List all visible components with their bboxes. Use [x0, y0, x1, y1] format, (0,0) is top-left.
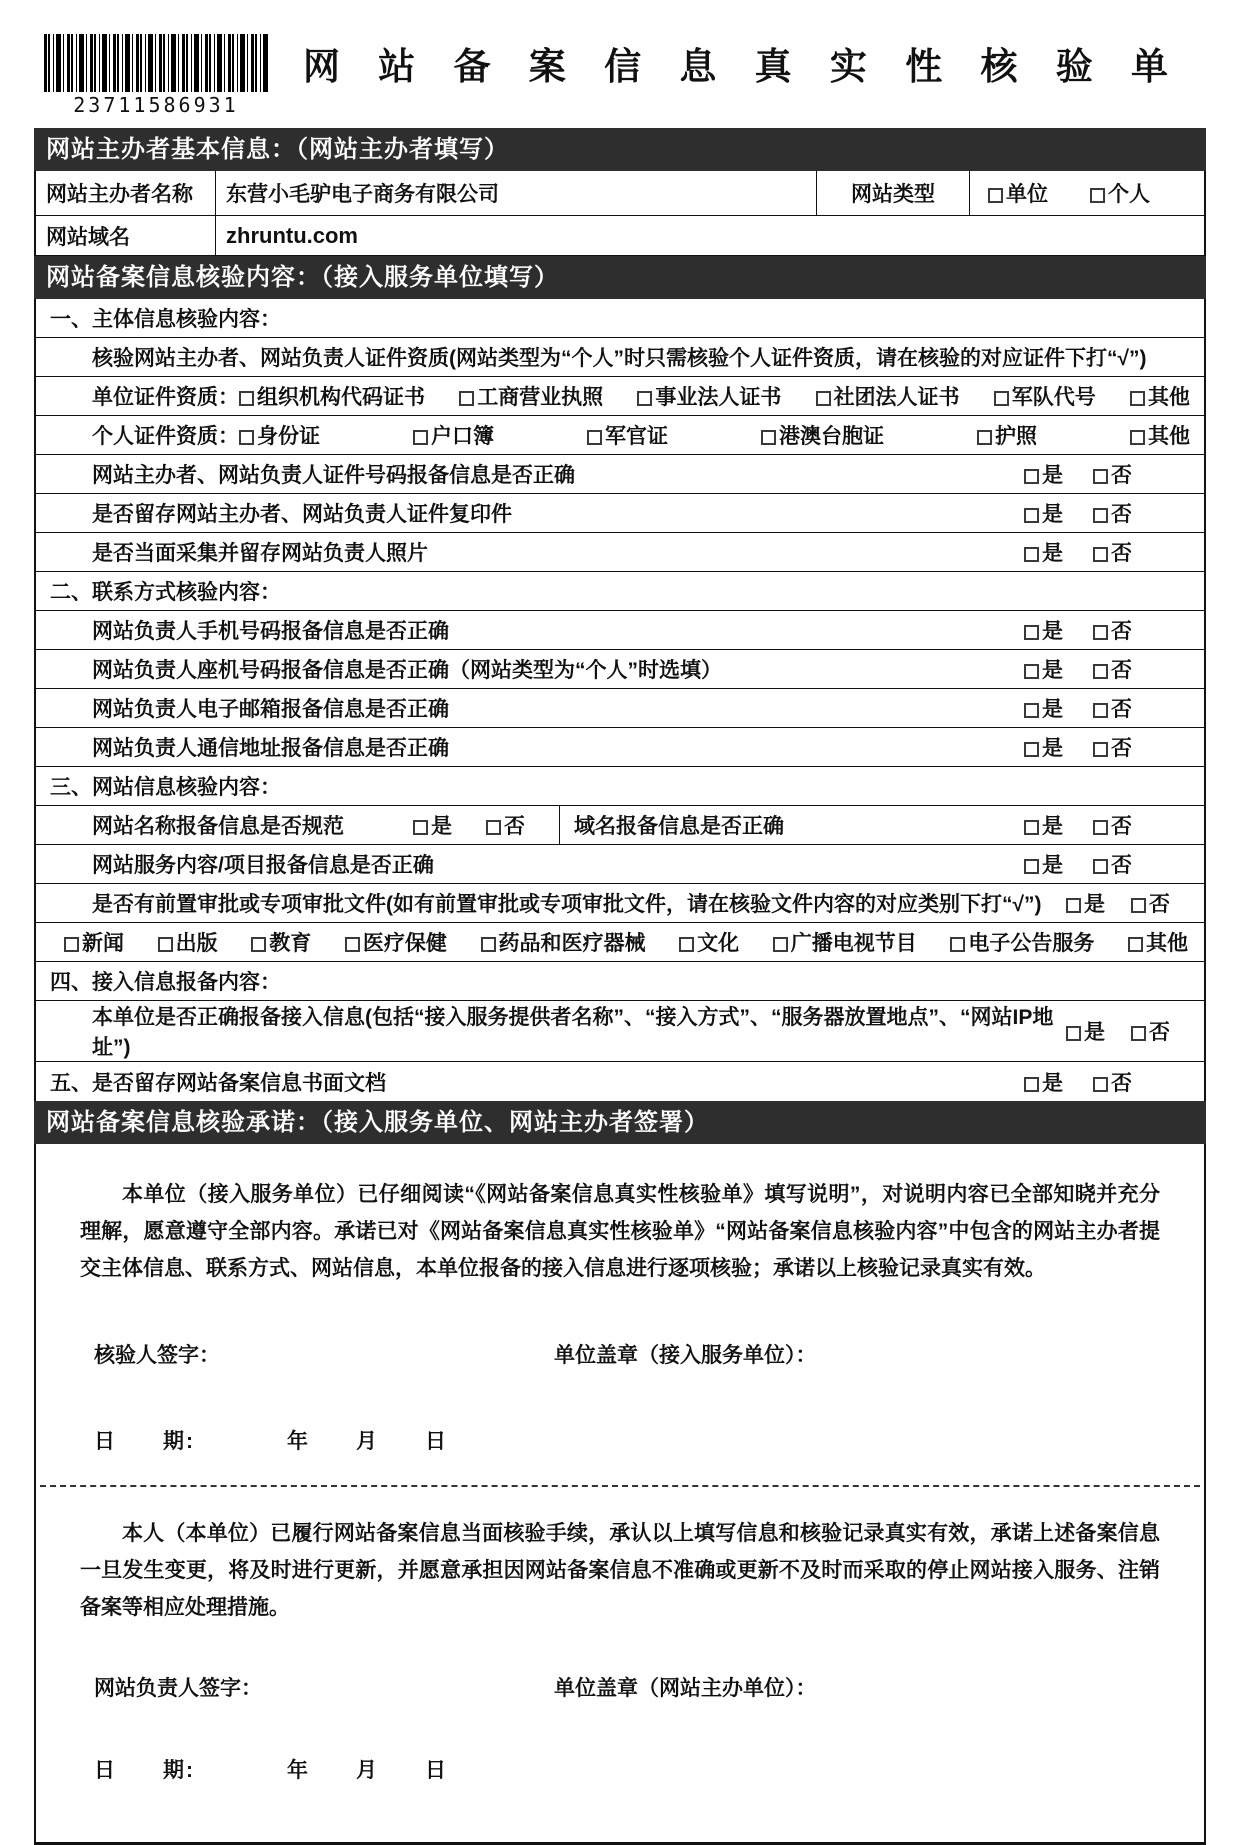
- question-text: 五、是否留存网站备案信息书面文档: [50, 1071, 386, 1095]
- checkbox-icon[interactable]: [1024, 625, 1039, 640]
- heading-text: 二、联系方式核验内容：: [50, 581, 281, 604]
- checklist-heading-row: [36, 962, 1204, 1001]
- checkbox-icon[interactable]: [1024, 742, 1039, 757]
- question-text: 网站负责人通信地址报备信息是否正确: [92, 737, 449, 760]
- checkbox-icon[interactable]: [816, 391, 831, 406]
- promise-section: [34, 1144, 1206, 1845]
- checklist-table: [34, 299, 1206, 1101]
- checkbox-no[interactable]: 否: [1093, 1067, 1132, 1097]
- checkbox-yes[interactable]: 是: [413, 810, 452, 840]
- checkbox-no[interactable]: 否: [1093, 537, 1132, 567]
- checklist-inline-yesno-row: [36, 1001, 1204, 1062]
- checklist-heading-yesno-row: [36, 1062, 1204, 1101]
- yes-no-group: [1024, 810, 1172, 840]
- checkbox-yes[interactable]: 是: [1024, 459, 1063, 489]
- checkbox-icon[interactable]: [1024, 859, 1039, 874]
- checkbox-option[interactable]: 军官证: [587, 420, 668, 450]
- checkbox-icon[interactable]: [977, 430, 992, 445]
- yes-no-group: [1024, 459, 1172, 489]
- checkbox-icon[interactable]: [239, 430, 254, 445]
- checkbox-yes[interactable]: 是: [1024, 693, 1063, 723]
- organizer-name-value: 东营小毛驴电子商务有限公司: [226, 183, 499, 206]
- checkbox-icon[interactable]: [64, 937, 79, 952]
- organizer-seal-label: 单位盖章（网站主办单位）：: [554, 1677, 817, 1700]
- checkbox-icon[interactable]: [158, 937, 173, 952]
- domain-check: [560, 810, 1204, 840]
- checkbox-no[interactable]: 否: [1093, 693, 1132, 723]
- checkbox-option[interactable]: 文化: [679, 927, 739, 957]
- checkbox-option[interactable]: 身份证: [239, 420, 320, 450]
- checkbox-yes[interactable]: 是: [1024, 537, 1063, 567]
- heading-text: 三、网站信息核验内容：: [50, 776, 281, 799]
- yes-no-group: [1024, 654, 1172, 684]
- yes-no-group: [1024, 498, 1172, 528]
- checkbox-icon[interactable]: [1024, 508, 1039, 523]
- checkbox-icon[interactable]: [413, 430, 428, 445]
- checklist-yesno-row: [36, 494, 1204, 533]
- checkbox-icon[interactable]: [1131, 898, 1146, 913]
- checkbox-yes[interactable]: 是: [1024, 810, 1063, 840]
- checkbox-site-type-personal[interactable]: 个人: [1090, 178, 1150, 208]
- promise-paragraph-isp: 本单位（接入服务单位）已仔细阅读“《网站备案信息真实性核验单》填写说明”，对说明内容已全部知晓并充分理解，愿意遵守全部内容。承诺已对《网站备案信息真实性核验单》“网站备案信息核验内容”中包含的网站主办者提交主体信息、联系方式、网站信息，本单位报备的接入信息进行逐项核验；承诺以上核验记录真实有效。: [80, 1183, 1160, 1280]
- checkbox-no[interactable]: 否: [486, 810, 525, 840]
- checkbox-icon[interactable]: [413, 820, 428, 835]
- checklist-heading-row: [36, 299, 1204, 338]
- checkbox-option[interactable]: 事业法人证书: [637, 381, 781, 411]
- question-text: 网站负责人手机号码报备信息是否正确: [92, 620, 449, 643]
- checkbox-icon[interactable]: [1024, 703, 1039, 718]
- checkbox-no[interactable]: 否: [1093, 849, 1132, 879]
- checklist-options-row: [36, 416, 1204, 455]
- checkbox-option[interactable]: 其他: [1128, 927, 1188, 957]
- checkbox-icon[interactable]: [481, 937, 496, 952]
- barcode-block: [44, 34, 268, 117]
- checkbox-yes[interactable]: 是: [1024, 1067, 1063, 1097]
- checkbox-icon[interactable]: [1128, 937, 1143, 952]
- section-header-basic-info: 网站主办者基本信息：（网站主办者填写）: [34, 128, 1206, 171]
- signature-row-isp: [80, 1339, 1160, 1369]
- question-text: 是否有前置审批或专项审批文件(如有前置审批或专项审批文件，请在核验文件内容的对应类别下打“√”): [92, 893, 1042, 916]
- checkbox-option[interactable]: 新闻: [64, 927, 124, 957]
- question-text: 本单位是否正确报备接入信息(包括“接入服务提供者名称”、“接入方式”、“服务器放置地点”、“网站IP地址”): [92, 1006, 1054, 1059]
- checkbox-icon[interactable]: [988, 188, 1003, 203]
- checkbox-option[interactable]: 其他: [1130, 420, 1190, 450]
- checklist-heading-row: [36, 767, 1204, 806]
- checkbox-option[interactable]: 户口簿: [413, 420, 494, 450]
- checkbox-option[interactable]: 电子公告服务: [950, 927, 1094, 957]
- checklist-split-row: [36, 806, 1204, 845]
- checkbox-icon[interactable]: [1093, 703, 1108, 718]
- isp-seal-label: 单位盖章（接入服务单位）：: [554, 1344, 817, 1367]
- checkbox-icon[interactable]: [486, 820, 501, 835]
- checkbox-no[interactable]: 否: [1131, 1016, 1170, 1046]
- checkbox-icon[interactable]: [950, 937, 965, 952]
- unit-cert-options: [239, 381, 1204, 411]
- question-text: 网站主办者、网站负责人证件号码报备信息是否正确: [92, 464, 575, 487]
- checkbox-icon[interactable]: [1090, 188, 1105, 203]
- checkbox-icon[interactable]: [773, 937, 788, 952]
- form-header: [34, 0, 1206, 128]
- checkbox-option[interactable]: 工商营业执照: [459, 381, 603, 411]
- checklist-yesno-row: [36, 455, 1204, 494]
- question-text: 是否留存网站主办者、网站负责人证件复印件: [92, 503, 512, 526]
- checkbox-icon[interactable]: [1131, 1026, 1146, 1041]
- yes-no-group: [1024, 732, 1172, 762]
- checklist-yesno-row: [36, 611, 1204, 650]
- checkbox-icon[interactable]: [1024, 1077, 1039, 1092]
- checkbox-option[interactable]: 港澳台胞证: [761, 420, 884, 450]
- checkbox-option[interactable]: 广播电视节目: [773, 927, 917, 957]
- checkbox-icon[interactable]: [1093, 547, 1108, 562]
- checkbox-option[interactable]: 药品和医疗器械: [481, 927, 646, 957]
- section-header-verify-content: 网站备案信息核验内容：（接入服务单位填写）: [34, 256, 1206, 299]
- options-row-label: 单位证件资质：: [92, 386, 239, 409]
- verifier-signature-label: 核验人签字：: [94, 1344, 220, 1367]
- checkbox-icon[interactable]: [1093, 1077, 1108, 1092]
- options-row-label: 个人证件资质：: [92, 425, 239, 448]
- page-title: 网 站 备 案 信 息 真 实 性 核 验 单: [302, 46, 1183, 87]
- checkbox-option[interactable]: 军队代号: [994, 381, 1096, 411]
- yes-no-group: [1024, 1067, 1172, 1097]
- checklist-yesno-row: [36, 689, 1204, 728]
- checkbox-option[interactable]: 教育: [251, 927, 311, 957]
- question-text: 是否当面采集并留存网站负责人照片: [92, 542, 428, 565]
- site-name-check: [36, 806, 560, 844]
- yes-no-group: [1024, 849, 1172, 879]
- domain-value: zhruntu.com: [226, 222, 358, 248]
- table-row: [36, 171, 1204, 216]
- question-text: 网站负责人电子邮箱报备信息是否正确: [92, 698, 449, 721]
- approval-category-options: [36, 927, 1204, 957]
- instruction-text: 核验网站主办者、网站负责人证件资质(网站类型为“个人”时只需核验个人证件资质，请在核验的对应证件下打“√”): [92, 347, 1147, 370]
- checkbox-icon[interactable]: [761, 430, 776, 445]
- site-type-options: [970, 171, 1204, 215]
- checkbox-icon[interactable]: [1130, 391, 1145, 406]
- checklist-text-row: [36, 338, 1204, 377]
- checkbox-option[interactable]: 其他: [1130, 381, 1190, 411]
- checkbox-yes[interactable]: 是: [1066, 1016, 1105, 1046]
- checkbox-icon[interactable]: [1093, 664, 1108, 679]
- checkbox-option[interactable]: 出版: [158, 927, 218, 957]
- checkbox-icon[interactable]: [1093, 742, 1108, 757]
- checkbox-icon[interactable]: [459, 391, 474, 406]
- question-text: 网站负责人座机号码报备信息是否正确（网站类型为“个人”时选填）: [92, 659, 722, 682]
- checkbox-icon[interactable]: [1093, 625, 1108, 640]
- date-line-isp: 日 期: 年 月 日: [94, 1430, 448, 1453]
- checklist-inline-yesno-row: [36, 884, 1204, 923]
- checklist-yesno-row: [36, 533, 1204, 572]
- checkbox-yes[interactable]: 是: [1024, 615, 1063, 645]
- checkbox-icon[interactable]: [1066, 1026, 1081, 1041]
- checkbox-option[interactable]: 社团法人证书: [816, 381, 960, 411]
- checkbox-no[interactable]: 否: [1093, 498, 1132, 528]
- checkbox-icon[interactable]: [1024, 469, 1039, 484]
- checklist-yesno-row: [36, 650, 1204, 689]
- question-text: 网站名称报备信息是否规范: [92, 815, 344, 838]
- yes-no-group: [1024, 537, 1172, 567]
- table-row: [36, 216, 1204, 256]
- yes-no-group: [1024, 615, 1172, 645]
- heading-text: 四、接入信息报备内容：: [50, 971, 281, 994]
- site-manager-signature-label: 网站负责人签字：: [94, 1677, 262, 1700]
- checkbox-icon[interactable]: [1024, 547, 1039, 562]
- checkbox-no[interactable]: 否: [1093, 654, 1132, 684]
- checkbox-icon[interactable]: [1093, 859, 1108, 874]
- checklist-options-row: [36, 923, 1204, 962]
- basic-info-table: [34, 171, 1206, 256]
- checklist-heading-row: [36, 572, 1204, 611]
- checklist-yesno-row: [36, 845, 1204, 884]
- checkbox-no[interactable]: 否: [1093, 732, 1132, 762]
- checkbox-icon[interactable]: [637, 391, 652, 406]
- checkbox-icon[interactable]: [345, 937, 360, 952]
- checkbox-site-type-unit[interactable]: 单位: [988, 178, 1048, 208]
- date-line-organizer: 日 期: 年 月 日: [94, 1759, 448, 1782]
- checkbox-icon[interactable]: [1024, 820, 1039, 835]
- domain-label: 网站域名: [36, 216, 216, 255]
- question-text: 域名报备信息是否正确: [574, 815, 784, 838]
- checkbox-icon[interactable]: [994, 391, 1009, 406]
- signature-row-organizer: [80, 1672, 1160, 1702]
- checkbox-yes[interactable]: 是: [1024, 732, 1063, 762]
- checkbox-icon[interactable]: [251, 937, 266, 952]
- checkbox-option[interactable]: 护照: [977, 420, 1037, 450]
- checklist-options-row: [36, 377, 1204, 416]
- barcode-image: [44, 34, 268, 92]
- section-header-promise: 网站备案信息核验承诺：（接入服务单位、网站主办者签署）: [34, 1101, 1206, 1144]
- dashed-divider: [40, 1485, 1200, 1487]
- checkbox-icon[interactable]: [679, 937, 694, 952]
- personal-cert-options: [239, 420, 1204, 450]
- checklist-yesno-row: [36, 728, 1204, 767]
- question-text: 网站服务内容/项目报备信息是否正确: [92, 854, 434, 877]
- checkbox-no[interactable]: 否: [1131, 888, 1170, 918]
- checkbox-yes[interactable]: 是: [1024, 498, 1063, 528]
- checkbox-icon[interactable]: [1093, 508, 1108, 523]
- checkbox-no[interactable]: 否: [1093, 810, 1132, 840]
- checkbox-option[interactable]: 医疗保健: [345, 927, 447, 957]
- heading-text: 一、主体信息核验内容：: [50, 308, 281, 331]
- checkbox-yes[interactable]: 是: [1024, 654, 1063, 684]
- checkbox-yes[interactable]: 是: [1066, 888, 1105, 918]
- checkbox-icon[interactable]: [1130, 430, 1145, 445]
- checkbox-icon[interactable]: [1066, 898, 1081, 913]
- checkbox-icon[interactable]: [1093, 820, 1108, 835]
- organizer-name-label: 网站主办者名称: [36, 171, 216, 215]
- checkbox-no[interactable]: 否: [1093, 459, 1132, 489]
- promise-paragraph-organizer: 本人（本单位）已履行网站备案信息当面核验手续，承认以上填写信息和核验记录真实有效，承诺上述备案信息一旦发生变更，将及时进行更新，并愿意承担因网站备案信息不准确或更新不及时而采取的停止网站接入服务、注销备案等相应处理措施。: [80, 1522, 1160, 1619]
- yes-no-group: [1066, 1016, 1170, 1046]
- checkbox-yes[interactable]: 是: [1024, 849, 1063, 879]
- checkbox-icon[interactable]: [1093, 469, 1108, 484]
- yes-no-group: [413, 810, 525, 840]
- checkbox-icon[interactable]: [587, 430, 602, 445]
- yes-no-group: [1066, 888, 1170, 918]
- checkbox-icon[interactable]: [239, 391, 254, 406]
- checkbox-no[interactable]: 否: [1093, 615, 1132, 645]
- barcode-number: 23711586931: [73, 93, 239, 117]
- site-type-label: 网站类型: [816, 171, 970, 215]
- checkbox-option[interactable]: 组织机构代码证书: [239, 381, 425, 411]
- checkbox-icon[interactable]: [1024, 664, 1039, 679]
- yes-no-group: [1024, 693, 1172, 723]
